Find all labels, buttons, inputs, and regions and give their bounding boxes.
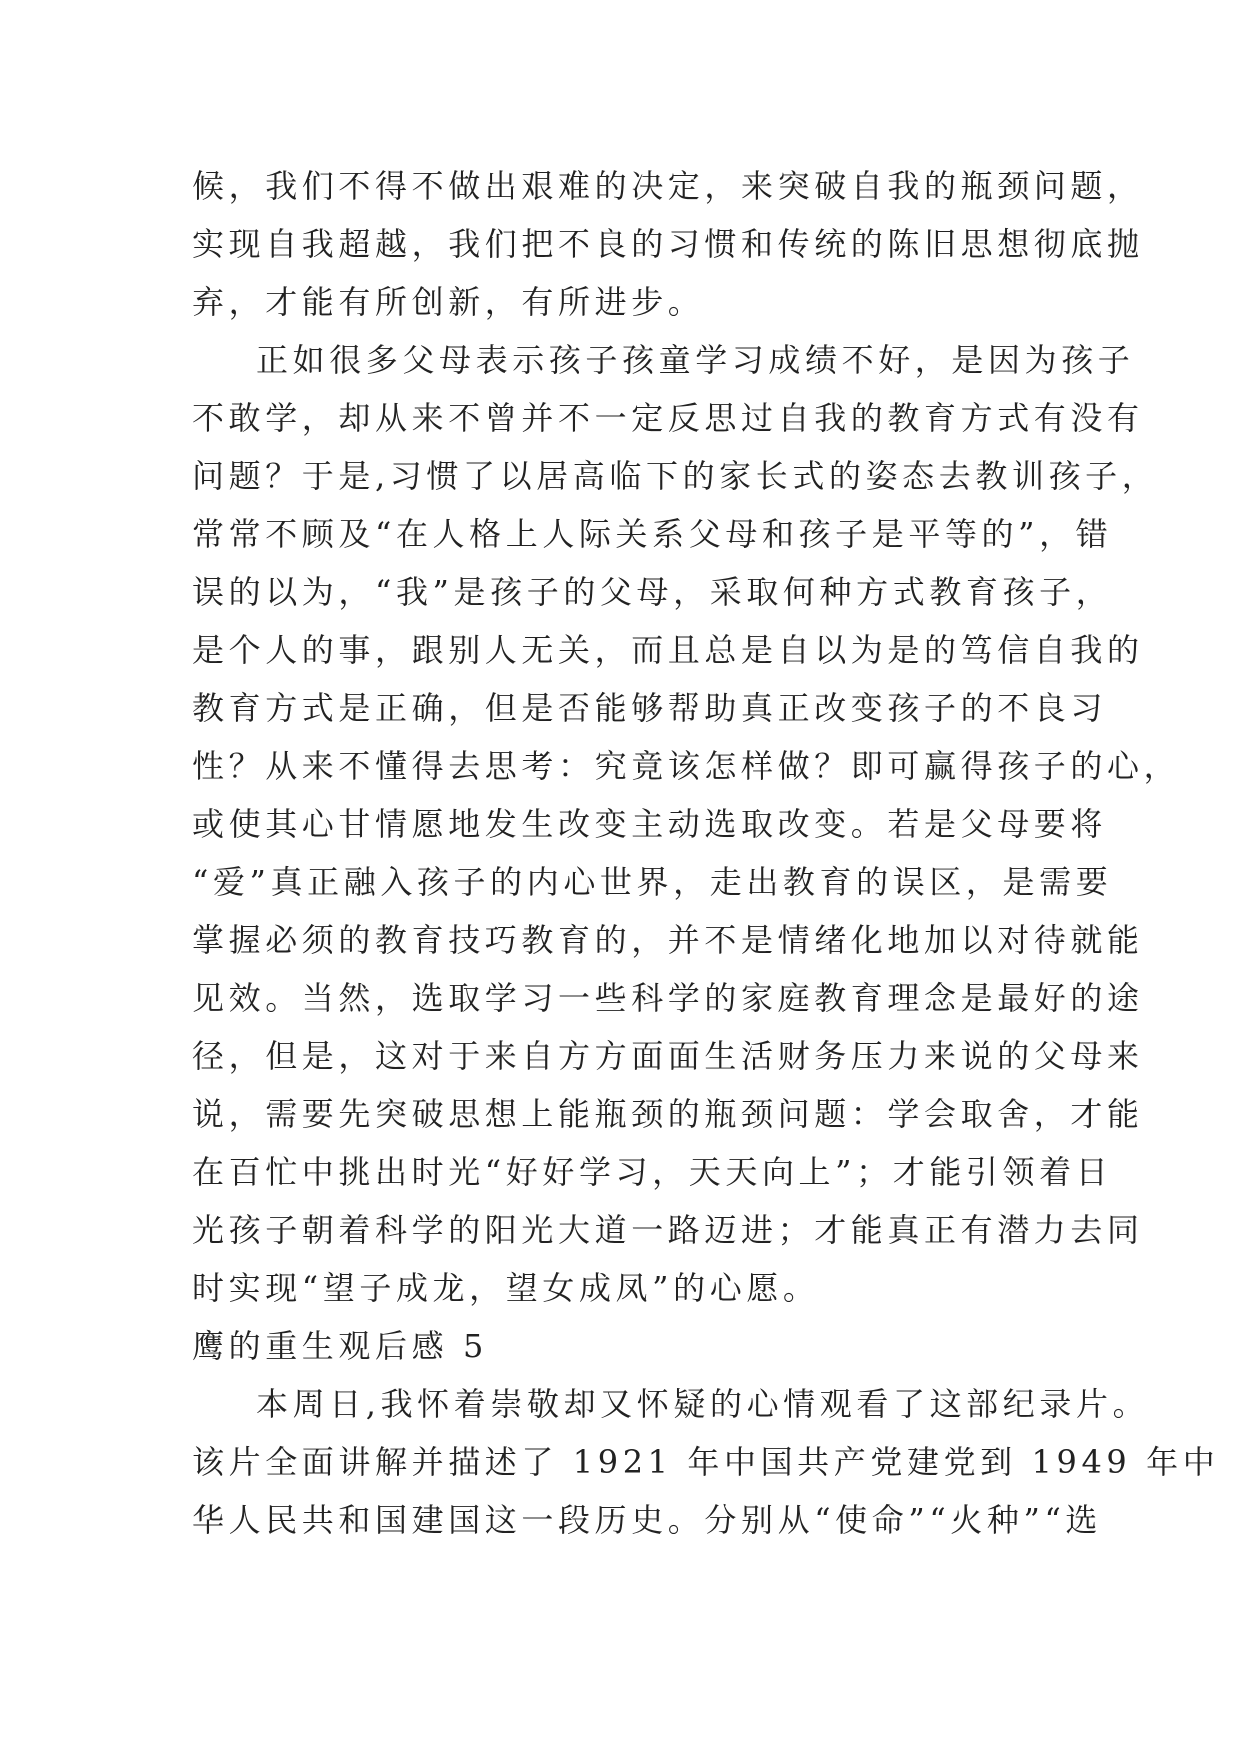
paragraph-first-line: 本周日,我怀着崇敬却又怀疑的心情观看了这部纪录片。 <box>256 1385 1150 1423</box>
text-line: “爱”真正融入孩子的内心世界，走出教育的误区，是需要 <box>192 863 1113 901</box>
text-line: 或使其心甘情愿地发生改变主动选取改变。若是父母要将 <box>192 805 1108 843</box>
text-line: 候，我们不得不做出艰难的决定，来突破自我的瓶颈问题， <box>192 167 1144 205</box>
text-line: 说，需要先突破思想上能瓶颈的瓶颈问题：学会取舍，才能 <box>192 1095 1144 1133</box>
text-line: 性？从来不懂得去思考：究竟该怎样做？即可赢得孩子的心， <box>192 747 1181 785</box>
text-line: 常常不顾及“在人格上人际关系父母和孩子是平等的”，错 <box>192 515 1113 553</box>
text-line: 时实现“望子成龙，望女成凤”的心愿。 <box>192 1269 820 1307</box>
text-line: 在百忙中挑出时光“好好学习，天天向上”；才能引领着日 <box>192 1153 1113 1191</box>
text-line: 不敢学，却从来不曾并不一定反思过自我的教育方式有没有 <box>192 399 1144 437</box>
section-heading: 鹰的重生观后感 5 <box>192 1327 488 1365</box>
text-line: 华人民共和国建国这一段历史。分别从“使命”“火种”“选 <box>192 1501 1102 1539</box>
text-line: 弃，才能有所创新，有所进步。 <box>192 283 705 321</box>
text-line: 光孩子朝着科学的阳光大道一路迈进；才能真正有潜力去同 <box>192 1211 1144 1249</box>
text-line: 掌握必须的教育技巧教育的，并不是情绪化地加以对待就能 <box>192 921 1144 959</box>
paragraph-first-line: 正如很多父母表示孩子孩童学习成绩不好，是因为孩子 <box>256 341 1135 379</box>
text-line: 是个人的事，跟别人无关，而且总是自以为是的笃信自我的 <box>192 631 1144 669</box>
text-line: 见效。当然，选取学习一些科学的家庭教育理念是最好的途 <box>192 979 1144 1017</box>
text-line: 实现自我超越，我们把不良的习惯和传统的陈旧思想彻底抛 <box>192 225 1144 263</box>
text-line: 误的以为，“我”是孩子的父母，采取何种方式教育孩子， <box>192 573 1113 611</box>
text-line: 该片全面讲解并描述了 1921 年中国共产党建党到 1949 年中 <box>192 1443 1220 1481</box>
text-line: 教育方式是正确，但是否能够帮助真正改变孩子的不良习 <box>192 689 1108 727</box>
text-line: 径，但是，这对于来自方方面面生活财务压力来说的父母来 <box>192 1037 1144 1075</box>
text-line: 问题？于是,习惯了以居高临下的家长式的姿态去教训孩子， <box>192 457 1159 495</box>
